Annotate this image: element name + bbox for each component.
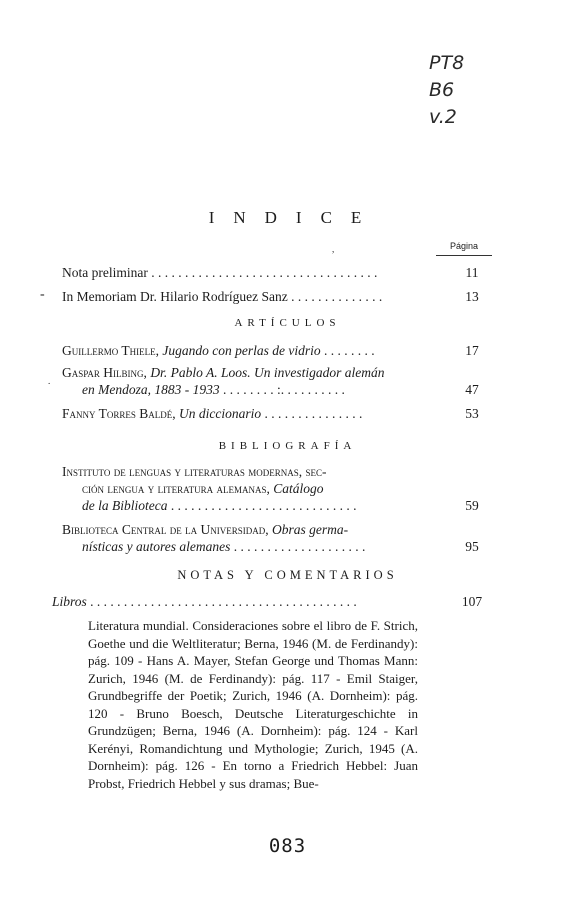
toc-title-cont: nísticas y autores alemanes: [82, 539, 231, 554]
page-column-header: Página: [436, 241, 492, 256]
toc-entry-page: 47: [465, 382, 479, 397]
section-heading-articulos: ARTÍCULOS: [234, 317, 341, 329]
toc-entry-text: Nota preliminar . . . . . . . . . . . . . . . . . . . . . . . . . . . . . . . . . .: [62, 265, 378, 280]
toc-entry-instituto: [62, 463, 492, 514]
call-number-line: B6: [429, 79, 455, 101]
toc-title: Libros: [52, 594, 87, 609]
toc-author: Guillermo Thiele,: [62, 343, 159, 358]
page-number: 083: [268, 835, 307, 857]
toc-entry-biblioteca: [62, 521, 492, 555]
leader-dots: . . . . . . . . . . . . . . . . . . . .: [230, 539, 366, 554]
section-heading-bibliografia: BIBLIOGRAFÍA: [218, 440, 357, 452]
toc-title: Un diccionario: [179, 406, 262, 421]
toc-entry-hilbing: [62, 364, 492, 398]
toc-entry-thiele: [62, 342, 492, 359]
toc-entry-page: 95: [465, 539, 479, 554]
libros-description: Literatura mundial. Consideraciones sobre el libro de F. Strich, Goethe und die Weltliteratur; Berna, 1946 (M. de Ferdinandy): pág. 109 - Hans A. Mayer, Stefan George und Thomas Mann: Zurich, 1946 (M. de Ferdinandy): pág. 117 - Emil Staiger, Grundbegriffe der Poetik; Zurich, 1946 (A. Dornheim): pág. 120 - Bruno Boesch, Deutsche Literaturgeschichte in Grundzügen; Berna, 1946 (A. Dornheim): pág. 124 - Karl Kerényi, Romandichtung und Mythologie; Zurich, 1945 (A. Dornheim): pág. 126 - En torno a Friedrich Hebbel: Juan Probst, Friedrich Hebbel y sus dramas; Bue-: [88, 618, 418, 791]
leader-dots: . . . . . . . . . . . . . . .: [261, 406, 363, 421]
call-number-annotation: [425, 50, 505, 131]
call-number-line: v.2: [429, 106, 457, 128]
toc-author-cont: ción lengua y literatura alemanas,: [82, 481, 270, 496]
toc-entry-page: 107: [461, 594, 483, 609]
leader-dots: . . . . . . . . . . . . . . . . . . . . . . . . . . . . . . . . . . . . . . . .: [86, 594, 357, 609]
toc-title: Jugando con perlas de vidrio: [162, 343, 321, 358]
toc-author: Instituto de lenguas y literaturas modernas, sec-: [62, 464, 327, 479]
toc-entry-page: 59: [465, 498, 479, 513]
toc-author: Gaspar Hilbing,: [62, 365, 147, 380]
toc-title: Dr. Pablo A. Loos. Un investigador alemán: [150, 365, 385, 380]
leader-dots: . . . . . . . . :. . . . . . . . . .: [219, 382, 345, 397]
toc-author: Fanny Torres Baldé,: [62, 406, 176, 421]
margin-dash: -: [40, 287, 45, 302]
leader-dots: . . . . . . . . . . . . . . . . . . . . . . . . . . . .: [167, 498, 357, 513]
stray-mark: .: [48, 376, 51, 386]
toc-title-cont: de la Biblioteca: [82, 498, 168, 513]
toc-title-cont: en Mendoza, 1883 - 1933: [82, 382, 220, 397]
leader-dots: . . . . . . . .: [320, 343, 375, 358]
toc-entry-page: 11: [465, 265, 479, 280]
toc-entry-memoriam: [62, 288, 492, 305]
toc-entry-nota: [62, 264, 492, 281]
toc-author: Biblioteca Central de la Universidad,: [62, 522, 269, 537]
toc-entry-text: In Memoriam Dr. Hilario Rodríguez Sanz . . . . . . . . . . . . . .: [62, 289, 383, 304]
toc-entry-page: 13: [465, 289, 479, 304]
toc-entry-torres: [62, 405, 492, 422]
toc-entry-page: 53: [465, 406, 479, 421]
toc-title: Catálogo: [273, 481, 324, 496]
page-title: INDICE: [208, 208, 381, 227]
stray-mark: ,: [332, 244, 335, 254]
call-number-line: PT8: [429, 52, 465, 74]
toc-entry-libros: [52, 593, 492, 610]
toc-entry-page: 17: [465, 343, 479, 358]
toc-title: Obras germa-: [272, 522, 349, 537]
section-heading-notas: NOTAS Y COMENTARIOS: [177, 568, 398, 582]
